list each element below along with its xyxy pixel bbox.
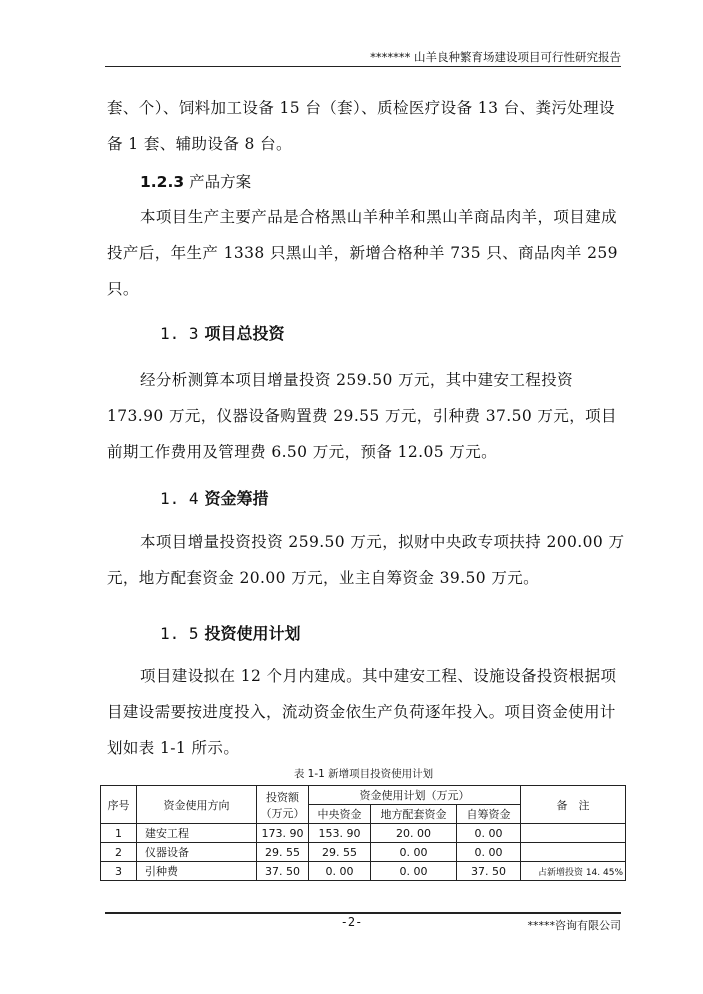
- paragraph-total-investment: 经分析测算本项目增量投资 259.50 万元，其中建安工程投资 173.90 万元，仪器设备购置费 29.55 万元，引种费 37.50 万元，项目前期工作费用及管理费 6.50 万元，预备 12.05 万元。: [107, 371, 617, 461]
- section-1-5-heading: [160, 621, 301, 644]
- paragraph-funding: 本项目增量投资投资 259.50 万元，拟财中央政专项扶持 200.00 万元，地方配套资金 20.00 万元，业主自筹资金 39.50 万元。: [107, 533, 625, 587]
- header-direction: 资金使用方向: [137, 786, 257, 824]
- investment-plan-table: [100, 785, 626, 881]
- header-amount: 投资额 （万元）: [257, 786, 309, 824]
- header-title: ******* 山羊良种繁育场建设项目可行性研究报告: [370, 50, 621, 64]
- section-number: 1.2.3: [140, 173, 185, 191]
- header-seq: 序号: [101, 786, 137, 824]
- header-central: 中央资金: [309, 805, 371, 824]
- paragraph-usage-plan: 项目建设拟在 12 个月内建成。其中建安工程、设施设备投资根据项目建设需要按进度投入，流动资金依生产负荷逐年投入。项目资金使用计划如表 1-1 所示。: [107, 667, 617, 757]
- page-number: -2-: [340, 915, 363, 929]
- header-self: 自筹资金: [457, 805, 521, 824]
- header-note: 备 注: [521, 786, 626, 824]
- page-header: [105, 48, 621, 67]
- section-title: 产品方案: [189, 173, 252, 191]
- footer-rule: [105, 912, 621, 914]
- section-title: 投资使用计划: [204, 624, 301, 643]
- footer-company: *****咨询有限公司: [527, 919, 621, 932]
- section-1-2-3-heading: [140, 170, 251, 192]
- section-number: 1. 5: [160, 624, 199, 643]
- paragraph-equipment: 套、个）、饲料加工设备 15 台（套）、质检医疗设备 13 台、粪污处理设备 1 套、辅助设备 8 台。: [107, 99, 615, 153]
- table-row: 1 建安工程 173. 90 153. 90 20. 00 0. 00: [101, 824, 626, 843]
- section-1-3-heading: [160, 321, 285, 344]
- section-title: 项目总投资: [204, 324, 285, 343]
- section-number: 1. 4: [160, 489, 199, 508]
- section-title: 资金筹措: [204, 489, 269, 508]
- table-row: 3 引种费 37. 50 0. 00 0. 00 37. 50 占新增投资 14. 45%: [101, 862, 626, 881]
- header-plan: 资金使用计划（万元）: [309, 786, 521, 805]
- header-local: 地方配套资金: [371, 805, 457, 824]
- table-row: 2 仪器设备 29. 55 29. 55 0. 00 0. 00: [101, 843, 626, 862]
- section-1-4-heading: [160, 486, 269, 509]
- paragraph-products: 本项目生产主要产品是合格黑山羊种羊和黑山羊商品肉羊，项目建成投产后，年生产 1338 只黑山羊，新增合格种羊 735 只、商品肉羊 259 只。: [107, 208, 618, 298]
- section-number: 1. 3: [160, 324, 199, 343]
- table-caption: 表 1-1 新增项目投资使用计划: [293, 768, 434, 780]
- table-header-row: [101, 786, 626, 805]
